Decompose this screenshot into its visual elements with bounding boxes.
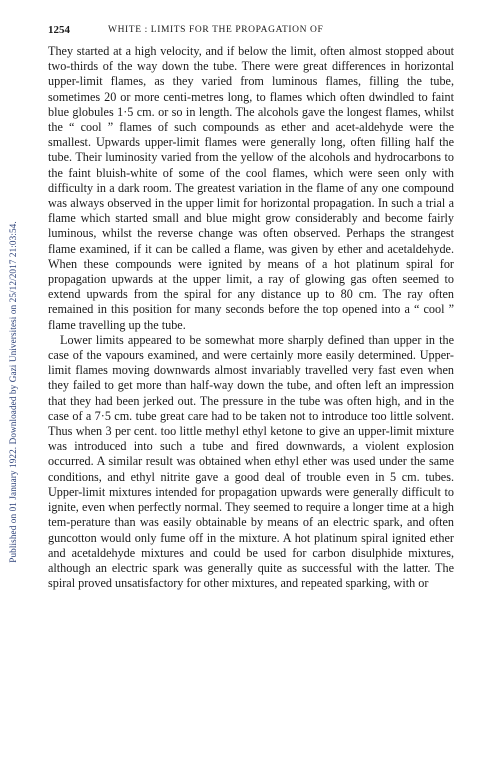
body-text xyxy=(48,44,454,591)
page-number: 1254 xyxy=(48,24,70,36)
paragraph-1: They started at a high velocity, and if below the limit, often almost stopped about two-thirds of the way down the tube. There were great differences in horizontal upper-limit flames, as they varied from luminous flames, filling the tube, sometimes 20 or more centi-metres long, to flames which often dwindled to faint blue globules 1·5 cm. or so in length. The alcohols gave the longest flames, whilst the “ cool ” flames of such compounds as ether and acet-aldehyde were the smallest. Upwards upper-limit flames were generally long, often filling half the tube. Their luminosity varied from the yellow of the alcohols and hydrocarbons to the faint bluish-white of some of the cool flames, which were seen only with difficulty in a dark room. The greatest variation in the flame of any one compound was always observed in the upper limit for horizontal propagation. In such a trial a flame which started small and blue might grow considerably and become fairly luminous, whilst the reverse change was often observed. Perhaps the strangest flame examined, if it can be called a flame, was given by ether and acetaldehyde. When these compounds were ignited by means of a hot platinum spiral for propagation upwards at the upper limit, a ray of glowing gas often seemed to extend upwards from the spiral for any distance up to 80 cm. The ray often remained in this position for many seconds before the top opened into a “ cool ” flame travelling up the tube. xyxy=(48,44,454,332)
paragraph-2: Lower limits appeared to be somewhat more sharply defined than upper in the case of the vapours examined, and were certainly more easily determined. Upper-limit flames moving downwards almost invariably travelled very fast even when they failed to get more than half-way down the tube, and often left an impression that they had been jerked out. The pressure in the tube was often high, and in the case of a 7·5 cm. tube great care had to be taken not to introduce too little solvent. Thus when 3 per cent. too little methyl ethyl ketone to give an upper-limit mixture was introduced into such a tube and fired downwards, a violent explosion occurred. A similar result was obtained when ethyl ether was used under the same conditions, and ethyl nitrite gave a good deal of trouble even in 5 cm. tubes. Upper-limit mixtures intended for propagation upwards were generally difficult to ignite, even when perfectly normal. They seemed to require a longer time at a high tem-perature than was easily obtainable by means of an electric spark, and often guncotton would only fume off in the mixture. A hot platinum spiral ignited ether and acetaldehyde mixtures and could be used for carbon disulphide mixtures, although an electric spark was generally quite as successful with the latter. The spiral proved unsatisfactory for other mixtures, and repeated sparking, with or xyxy=(48,332,454,591)
running-head: WHITE : LIMITS FOR THE PROPAGATION OF xyxy=(108,25,324,35)
page-header xyxy=(48,22,455,38)
download-stamp: Published on 01 January 1922. Downloaded by Gazi Universitesi on 25/12/2017 21:03:54. xyxy=(8,221,18,563)
